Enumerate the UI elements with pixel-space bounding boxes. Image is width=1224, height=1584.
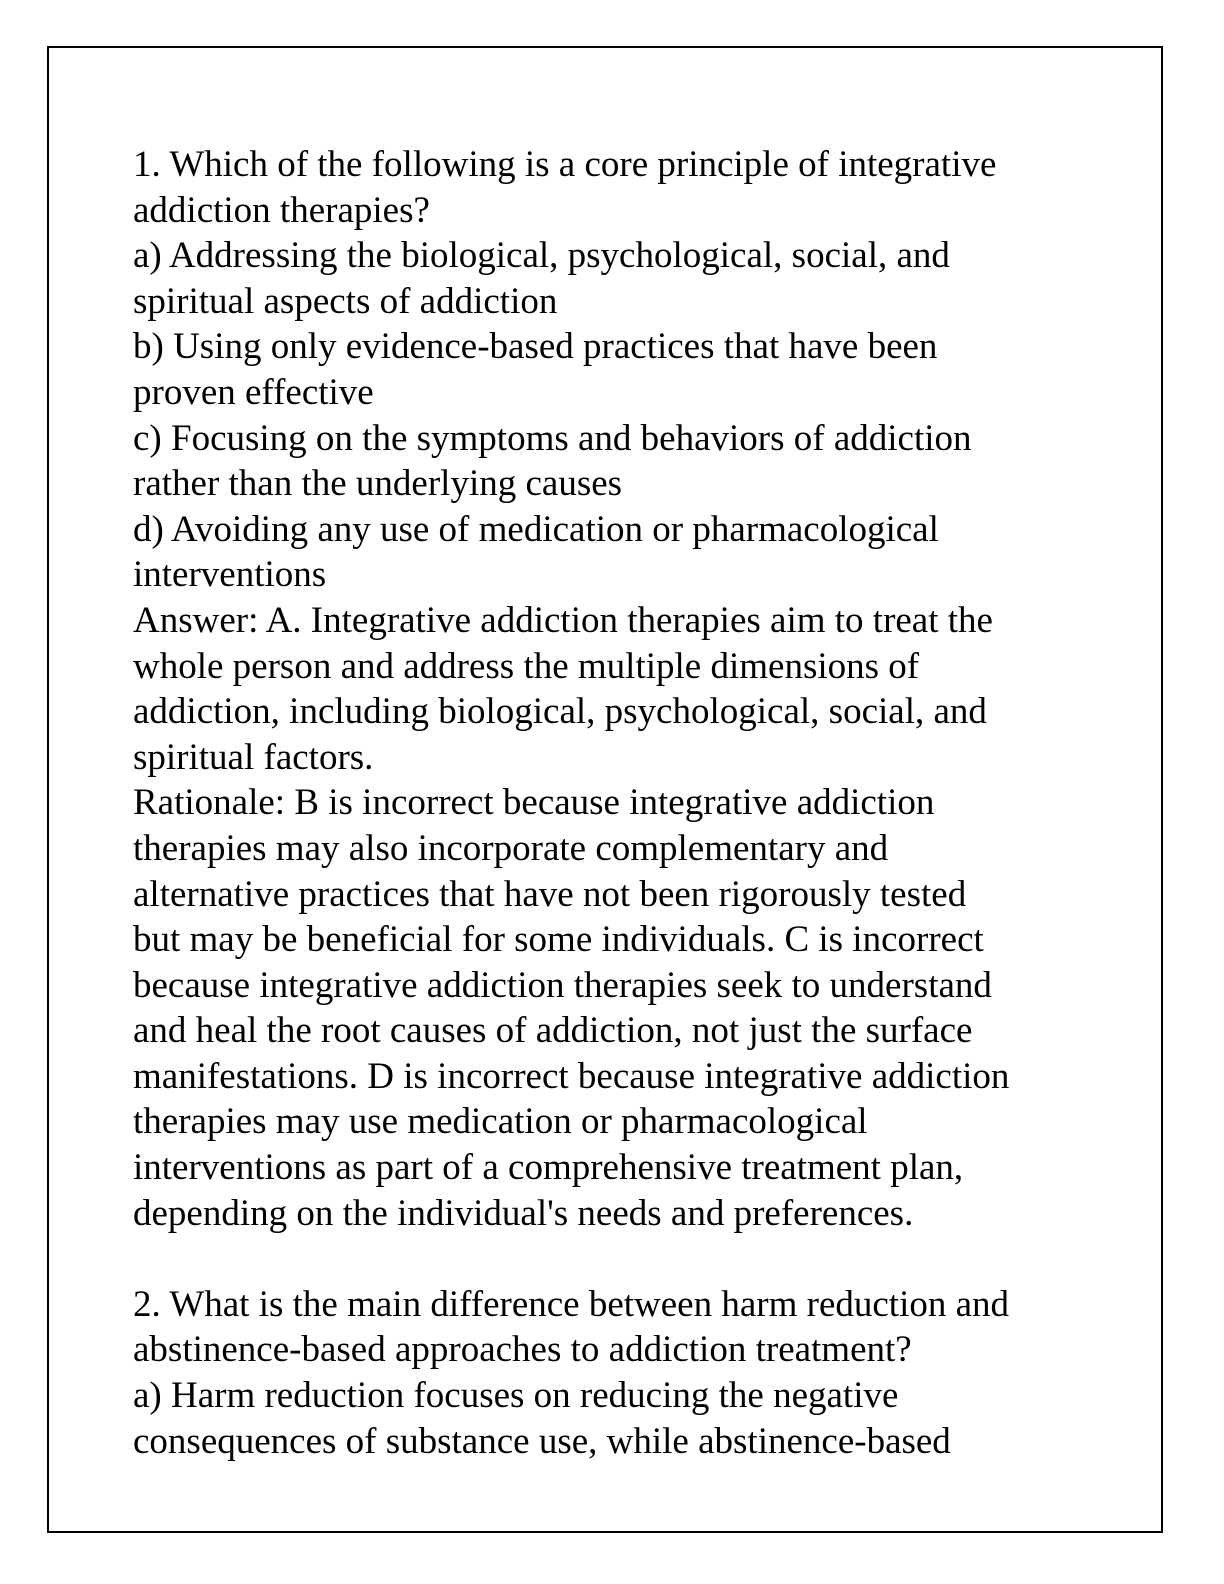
question-2-line: 2. What is the main difference between harm reduction and (133, 1283, 1010, 1325)
question-1-option-d: interventions (133, 554, 327, 596)
question-2-option-a: a) Harm reduction focuses on reducing the negative (133, 1375, 899, 1417)
question-1-rationale: but may be beneficial for some individuals. C is incorrect (133, 919, 984, 961)
question-1-answer: addiction, including biological, psychological, social, and (133, 691, 987, 733)
question-1-option-b: b) Using only evidence-based practices that have been (133, 326, 938, 368)
question-1-option-c: rather than the underlying causes (133, 463, 623, 505)
question-1-line: 1. Which of the following is a core principle of integrative (133, 144, 997, 185)
question-1-rationale: depending on the individual's needs and preferences. (133, 1192, 914, 1234)
question-1-line: addiction therapies? (133, 189, 430, 231)
question-1-rationale: Rationale: B is incorrect because integrative addiction (133, 782, 935, 824)
question-1-rationale: therapies may use medication or pharmacological (133, 1101, 868, 1143)
question-2-option-a: consequences of substance use, while abstinence-based (133, 1420, 951, 1462)
question-1-answer: whole person and address the multiple dimensions of (133, 645, 920, 687)
question-1-answer: Answer: A. Integrative addiction therapies aim to treat the (133, 599, 993, 641)
question-1-option-d: d) Avoiding any use of medication or pharmacological (133, 508, 939, 550)
question-1-rationale: manifestations. D is incorrect because integrative addiction (133, 1055, 1010, 1097)
question-1-option-a: a) Addressing the biological, psychological, social, and (133, 235, 950, 277)
question-2-line: abstinence-based approaches to addiction treatment? (133, 1329, 912, 1371)
paragraph-spacer (133, 1236, 1093, 1282)
page-content (133, 142, 1093, 1464)
question-1-option-c: c) Focusing on the symptoms and behaviors of addiction (133, 417, 972, 459)
question-1-rationale: because integrative addiction therapies seek to understand (133, 964, 992, 1006)
question-1-option-b: proven effective (133, 371, 374, 413)
question-1-rationale: and heal the root causes of addiction, not just the surface (133, 1010, 973, 1052)
question-1 (133, 142, 1093, 1236)
question-1-rationale: therapies may also incorporate complementary and (133, 827, 889, 869)
question-2 (133, 1282, 1093, 1464)
question-1-rationale: alternative practices that have not been rigorously tested (133, 873, 967, 915)
question-1-answer: spiritual factors. (133, 736, 374, 778)
question-1-rationale: interventions as part of a comprehensive treatment plan, (133, 1147, 964, 1189)
question-1-option-a: spiritual aspects of addiction (133, 280, 558, 322)
